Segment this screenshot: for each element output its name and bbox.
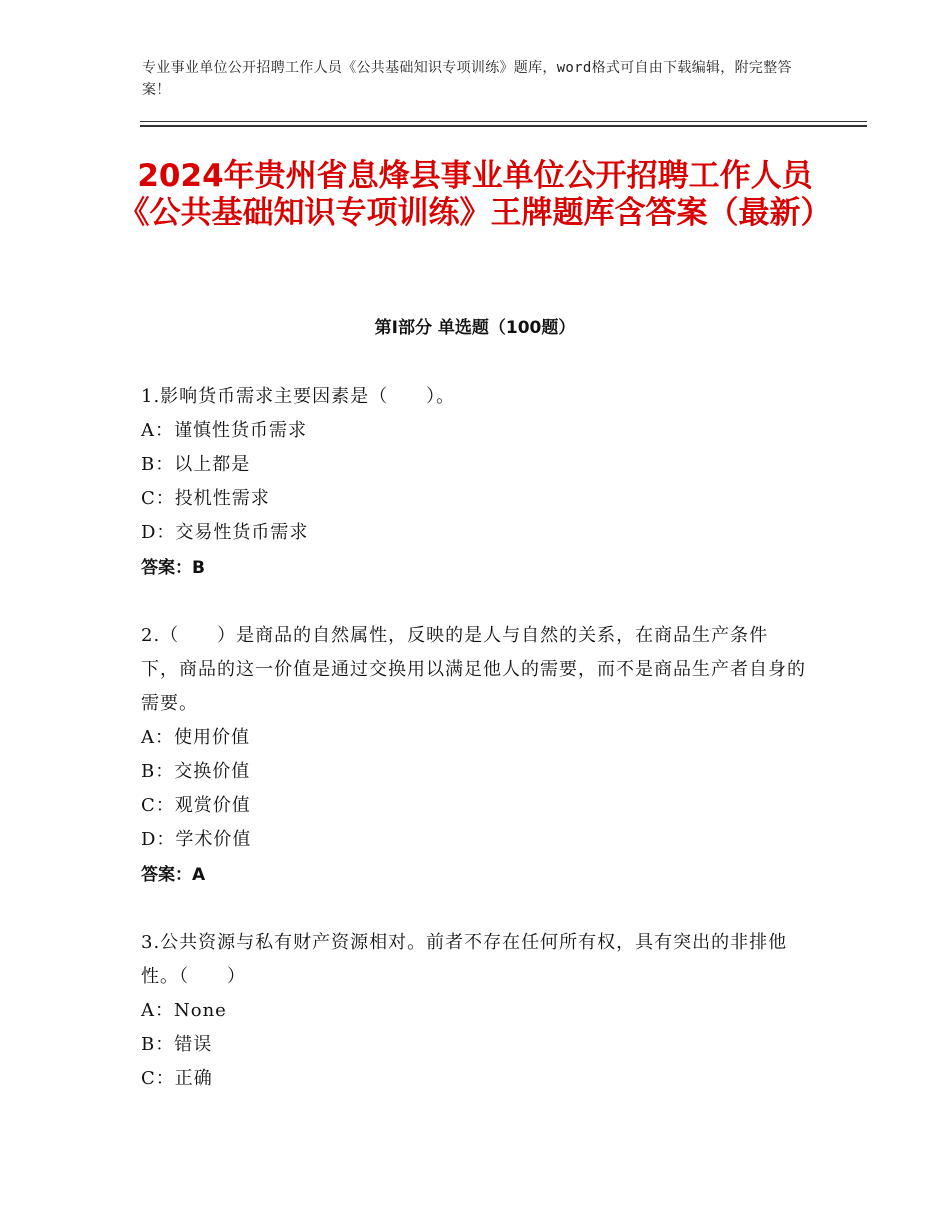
header-divider-thin: [140, 121, 867, 122]
header-note: 专业事业单位公开招聘工作人员《公共基础知识专项训练》题库，word格式可自由下载编辑，附完整答案！: [142, 60, 792, 98]
header-divider-thick: [140, 125, 867, 127]
option-c: C：观赏价值: [141, 795, 251, 816]
option-c: C：正确: [141, 1068, 213, 1089]
question-text: 3.公共资源与私有财产资源相对。前者不存在任何所有权，具有突出的非排他性。（ ）: [141, 932, 788, 987]
question-text: 1.影响货币需求主要因素是（ ）。: [141, 386, 456, 407]
option-a: A：None: [141, 1000, 227, 1021]
option-b: B：交换价值: [141, 761, 251, 782]
option-a: A：谨慎性货币需求: [141, 420, 307, 441]
option-a: A：使用价值: [141, 727, 250, 748]
section-heading: 第Ⅰ部分 单选题（100题）: [374, 318, 576, 338]
answer: 答案：A: [141, 865, 206, 885]
answer: 答案：B: [141, 558, 205, 578]
option-c: C：投机性需求: [141, 488, 270, 509]
option-b: B：以上都是: [141, 454, 251, 475]
document-title: 2024年贵州省息烽县事业单位公开招聘工作人员《公共基础知识专项训练》王牌题库含答案（最新）: [118, 158, 832, 231]
option-b: B：错误: [141, 1034, 213, 1055]
question-text: 2.（ ）是商品的自然属性，反映的是人与自然的关系，在商品生产条件下，商品的这一价值是通过交换用以满足他人的需要，而不是商品生产者自身的需要。: [141, 625, 806, 714]
option-d: D：学术价值: [141, 829, 252, 850]
option-d: D：交易性货币需求: [141, 522, 309, 543]
